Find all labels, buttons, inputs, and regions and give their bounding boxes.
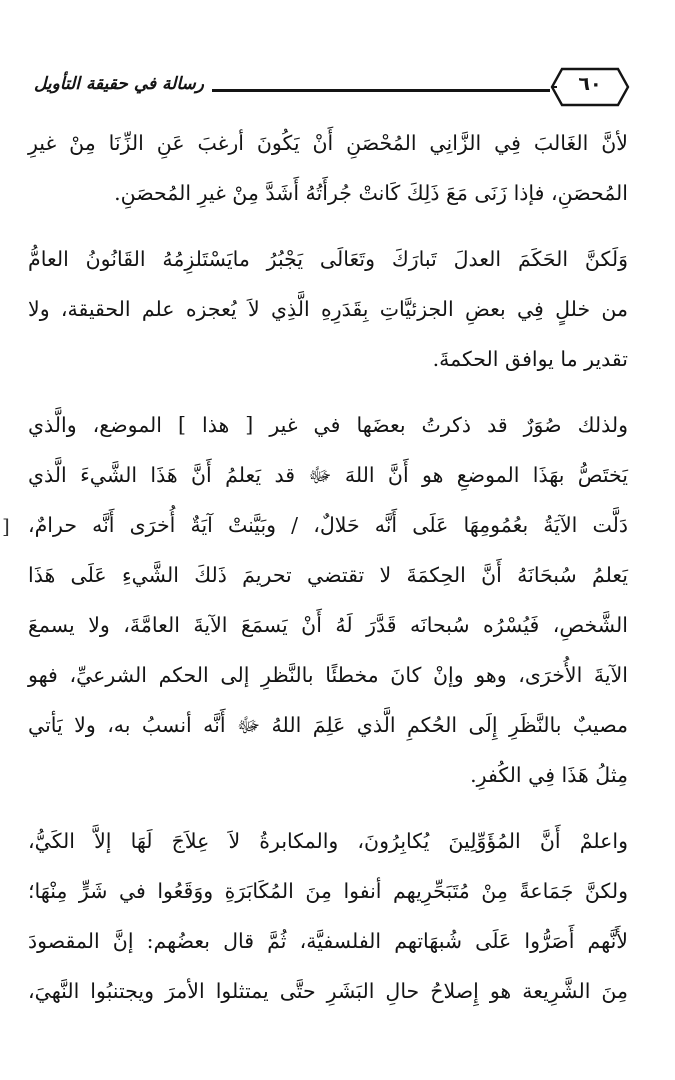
paragraph-4 xyxy=(28,816,628,1016)
text-line: الآيةَ الأُخرَى، وهو وإنْ كانَ مخطئًا بالنَّظرِ إلى الحكم الشرعيِّ، فهو xyxy=(28,663,628,687)
page-header xyxy=(28,64,630,110)
text-line: يَختَصُّ بهَذَا الموضعِ هو أَنَّ اللهَ ﷻ قد يَعلمُ أَنَّ هَذَا الشَّيءَ الَّذي xyxy=(28,463,628,487)
text-line: ولكنَّ جَمَاعةً مِنْ مُتَبَحِّرِيهم أنفوا مِنَ المُكَابَرَةِ ووَقَعُوا في شَرٍّ مِنْهَا؛ xyxy=(28,879,628,903)
text-line: ولذلك صُوَرٌ قد ذكرتُ بعضَها في غير [ هذا ] الموضع، والَّذي xyxy=(28,413,628,437)
text-line: وَلَكنَّ الحَكَمَ العدلَ تَبارَكَ وتَعَالَى يَجْبُرُ مايَسْتَلزِمُهُ القَانُونُ العامُّ xyxy=(28,247,628,271)
header-rule xyxy=(212,89,550,92)
running-title: رسالة في حقيقة التأويل xyxy=(34,74,204,94)
paragraph-1 xyxy=(28,118,628,218)
text-line: مِثلُ هَذَا فِي الكُفرِ. xyxy=(470,763,628,787)
page-number: ٦٠ xyxy=(578,73,602,95)
paragraph-2 xyxy=(28,234,628,384)
text-line: يَعلمُ سُبحَانَهُ أَنَّ الحِكمَةَ لا تقتضي تحريمَ ذَلكَ الشَّيءِ عَلَى هَذَا xyxy=(28,563,628,587)
text-line: مصيبٌ بالنَّظَرِ إِلَى الحُكمِ الَّذي عَلِمَ اللهُ ﷻ أَنَّه أنسبُ به، ولا يَأتي xyxy=(28,713,628,737)
text-line: من خللٍ فِي بعضِ الجزئيَّاتِ بِقَدَرِهِ الَّذِي لاَ يُعجزه علم الحقيقة، ولا xyxy=(28,297,628,321)
text-line: المُحصَنِ، فإذا زَنَى مَعَ ذَلِكَ كَانتْ جُرأَتُهُ أَشَدَّ مِنْ غيرِ المُحصَنِ. xyxy=(114,181,628,205)
text-line: مِنَ الشَّرِيعة هو إِصلاحُ حالِ البَشَرِ حتَّى يمتثلوا الأمرَ ويجتنبُوا النَّهيَ، xyxy=(28,979,628,1003)
text-body xyxy=(28,118,628,1032)
text-line: لأنَّ الغَالبَ فِي الزَّانِي المُحْصَنِ أَنْ يَكُونَ أرغبَ عَنِ الزِّنَا مِنْ غيرِ xyxy=(28,131,628,155)
margin-bracket: ] xyxy=(2,514,10,538)
text-line: لأَنَّهم أَصَرُّوا عَلَى شُبهَاتهم الفلسفيَّة، ثُمَّ قال بعضُهم: إنَّ المقصودَ xyxy=(28,929,628,953)
page-number-frame xyxy=(550,65,630,109)
text-line: دَلَّت الآيَةُ بعُمُومِهَا عَلَى أَنَّه حَلالٌ، / وبَيَّنتْ آيَةٌ أُخرَى أَنَّه حرامٌ، xyxy=(28,513,628,537)
paragraph-3 xyxy=(28,400,628,800)
text-line: واعلمْ أَنَّ المُؤَوِّلِينَ يُكابِرُونَ، والمكابرةُ لاَ عِلاَجَ لَهَا إلاَّ الكَيُّ، xyxy=(28,829,628,853)
text-line: الشَّخصِ، فَيُسْرُه سُبحانَه قَدَّرَ لَهُ أَنْ يَسمَعَ الآيةَ العامَّةَ، ولا يسمعَ xyxy=(28,613,628,637)
text-line: تقدير ما يوافق الحكمةَ. xyxy=(432,347,628,371)
